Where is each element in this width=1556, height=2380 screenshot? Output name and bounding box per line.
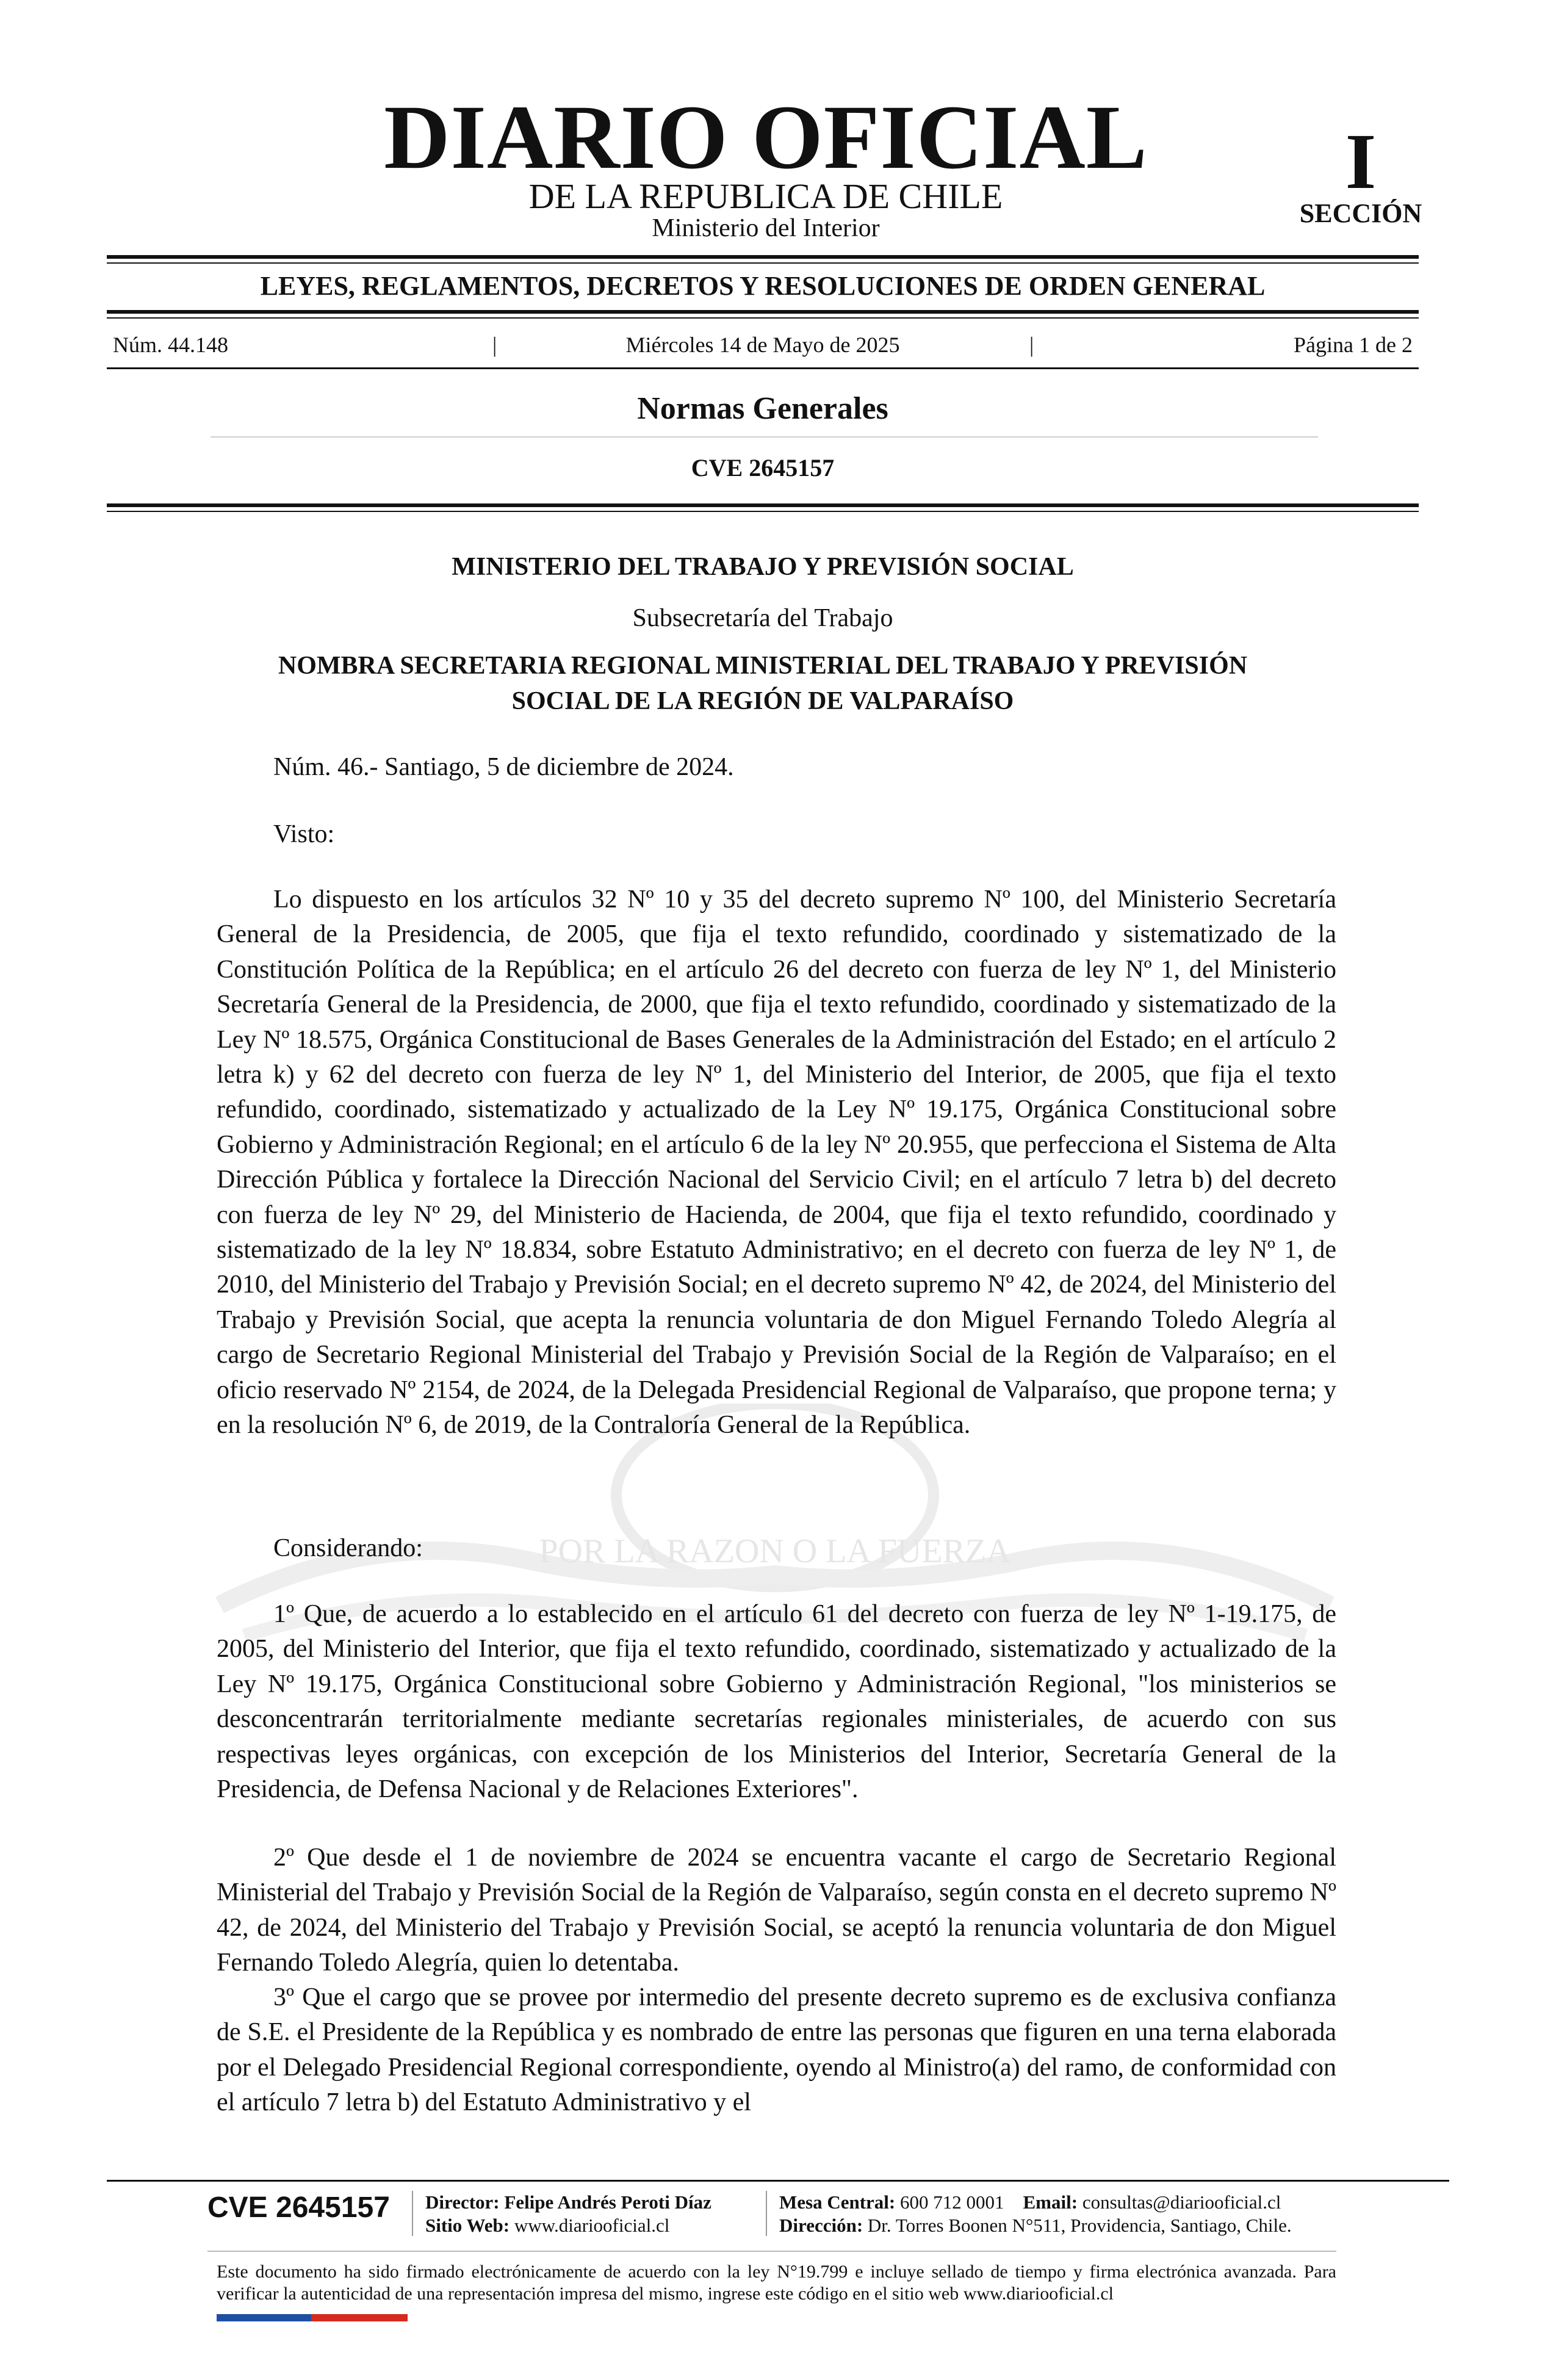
decree-number-line: Núm. 46.- Santiago, 5 de diciembre de 2024. — [273, 753, 734, 781]
footer-web-label: Sitio Web: — [425, 2215, 510, 2236]
footer-cve: CVE 2645157 — [207, 2191, 390, 2224]
header-rule-thin — [107, 511, 1419, 512]
section-number: I — [1345, 118, 1377, 206]
considerando-heading: Considerando: — [273, 1534, 423, 1562]
masthead-title: DIARIO OFICIAL — [384, 87, 1148, 188]
masthead-rule-thin — [107, 262, 1419, 264]
issue-page: Página 1 de 2 — [1294, 333, 1413, 357]
issue-separator: | — [492, 333, 497, 357]
issue-number: Núm. 44.148 — [113, 333, 228, 357]
document-title-line: NOMBRA SECRETARIA REGIONAL MINISTERIAL DEL TRABAJO Y PREVISIÓN — [278, 652, 1248, 680]
visto-paragraph: Lo dispuesto en los artículos 32 Nº 10 y 35 del decreto supremo Nº 100, del Ministerio Secretaría General de la Presidencia, de 2005, que fija el texto refundido, coordinado y sistematizado de la Constitución Política de la República; en el artículo 26 del decreto con fuerza de ley Nº 1, del Ministerio Secretaría General de la Presidencia, de 2000, que fija el texto refundido, coordinado y sistematizado de la Ley Nº 18.575, Orgánica Constitucional de Bases Generales de la Administración del Estado; en el artículo 2 letra k) y 62 del decreto con fuerza de ley Nº 1, del Ministerio del Interior, de 2005, que fija el texto refundido, coordinado, sistematizado y actualizado de la Ley Nº 19.175, Orgánica Constitucional sobre Gobierno y Administración Regional; en el artículo 6 de la ley Nº 20.955, que perfecciona el Sistema de Alta Dirección Pública y fortalece la Dirección Nacional del Servicio Civil; en el artículo 7 letra b) del decreto con fuerza de ley Nº 29, del Ministerio de Hacienda, de 2004, que fija el texto refundido, coordinado y sistematizado de la ley Nº 18.834, sobre Estatuto Administrativo; en el decreto con fuerza de ley Nº 1, de 2010, del Ministerio del Trabajo y Previsión Social; en el decreto supremo Nº 42, de 2024, del Ministerio del Trabajo y Previsión Social, que acepta la renuncia voluntaria de don Miguel Fernando Toledo Alegría al cargo de Secretario Regional Ministerial del Trabajo y Previsión Social de la Región de Valparaíso; en el oficio reservado Nº 2154, de 2024, de la Delegada Presidencial Regional de Valparaíso, que propone terna; y en la resolución Nº 6, de 2019, de la Contraloría General de la República. — [217, 885, 1336, 1440]
footer-web-link[interactable]: www.diariooficial.cl — [514, 2215, 670, 2236]
banner-rule-thin — [107, 317, 1419, 319]
masthead-ministry: Ministerio del Interior — [652, 214, 880, 242]
flag-stripe-blue — [217, 2314, 311, 2321]
banner-heading: LEYES, REGLAMENTOS, DECRETOS Y RESOLUCIONES DE ORDEN GENERAL — [260, 271, 1266, 301]
issue-rule — [107, 367, 1419, 369]
section-label: SECCIÓN — [1299, 198, 1422, 228]
cve-code: CVE 2645157 — [691, 454, 835, 481]
footer-director-label: Director: — [425, 2191, 500, 2213]
footer-mesa-label: Mesa Central: — [779, 2191, 896, 2213]
footer-address-label: Dirección: — [779, 2215, 863, 2236]
issue-date: Miércoles 14 de Mayo de 2025 — [625, 333, 900, 357]
masthead-subtitle: DE LA REPUBLICA DE CHILE — [528, 176, 1003, 216]
considerando-paragraph: 3º Que el cargo que se provee por intermedio del presente decreto supremo es de exclusiva confianza de S.E. el Presidente de la República y es nombrado de entre las personas que figuren en una terna elaborada por el Delegado Presidencial Regional correspondiente, oyendo al Ministro(a) del ramo, de conformidad con el artículo 7 letra b) del Estatuto Administrativo y el — [217, 1983, 1336, 2117]
footer-mesa: 600 712 0001 — [900, 2191, 1004, 2213]
footer-divider — [766, 2191, 767, 2236]
footer-director: Felipe Andrés Peroti Díaz — [504, 2191, 711, 2213]
footer-email-link[interactable]: consultas@diariooficial.cl — [1082, 2191, 1281, 2213]
footer-email-label: Email: — [1023, 2191, 1078, 2213]
footer-director-block — [425, 2191, 711, 2237]
document-title-line: SOCIAL DE LA REGIÓN DE VALPARAÍSO — [511, 687, 1014, 715]
watermark-motto: POR LA RAZON O LA FUERZA — [539, 1532, 1011, 1570]
section-heading-rule — [211, 436, 1318, 438]
visto-heading: Visto: — [273, 820, 335, 848]
section-heading: Normas Generales — [637, 391, 888, 426]
footer-signature-note: Este documento ha sido firmado electrónicamente de acuerdo con la ley N°19.799 e incluye sellado de tiempo y firma electrónica avanzada. Para verificar la autenticidad de una representación impresa del mismo, ingrese este código en el sitio web www.diariooficial.cl — [217, 2262, 1336, 2304]
footer-contact-block — [779, 2191, 1292, 2237]
banner-rule-thick — [107, 310, 1419, 314]
flag-stripe-red — [311, 2314, 408, 2321]
footer-rule-lower — [207, 2251, 1336, 2252]
issue-line — [107, 330, 1419, 360]
footer-rule — [107, 2180, 1449, 2182]
considerando-paragraph: 1º Que, de acuerdo a lo establecido en el artículo 61 del decreto con fuerza de ley Nº 1-19.175, de 2005, del Ministerio del Interior, que fija el texto refundido, coordinado, sistematizado y actualizado de la Ley Nº 19.175, Orgánica Constitucional sobre Gobierno y Administración Regional, "los ministerios se desconcentrarán territorialmente mediante secretarías regionales ministeriales, de acuerdo con sus respectivas leyes orgánicas, con excepción de los Ministerios del Interior, Secretaría General de la Presidencia, de Defensa Nacional y de Relaciones Exteriores". — [217, 1600, 1336, 1804]
considerando-paragraph: 2º Que desde el 1 de noviembre de 2024 se encuentra vacante el cargo de Secretario Regional Ministerial del Trabajo y Previsión Social de la Región de Valparaíso, según consta en el decreto supremo Nº 42, de 2024, del Ministerio del Trabajo y Previsión Social, se aceptó la renuncia voluntaria de don Miguel Fernando Toledo Alegría, quien lo detentaba. — [217, 1844, 1336, 1977]
footer-divider — [412, 2191, 413, 2236]
issue-separator: | — [1029, 333, 1034, 357]
subsecretaria: Subsecretaría del Trabajo — [632, 604, 893, 632]
document-title — [107, 648, 1419, 719]
ministry-heading: MINISTERIO DEL TRABAJO Y PREVISIÓN SOCIAL — [452, 553, 1074, 581]
masthead-rule-top — [107, 255, 1419, 259]
footer-address: Dr. Torres Boonen N°511, Providencia, Santiago, Chile. — [867, 2215, 1292, 2236]
header-rule-thick — [107, 503, 1419, 507]
